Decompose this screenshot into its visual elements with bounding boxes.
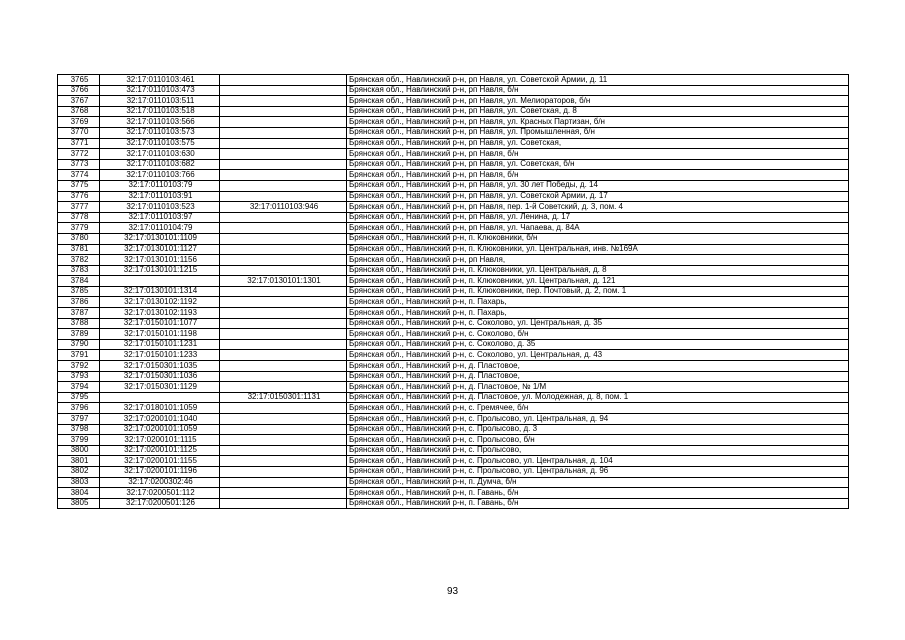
address-cell: Брянская обл., Навлинский р-н, д. Пластовое, xyxy=(347,371,849,382)
cadastral-number-cell xyxy=(100,276,220,287)
linked-cadastral-number-cell xyxy=(220,106,347,117)
address-cell: Брянская обл., Навлинский р-н, рп Навля, ул. Ленина, д. 17 xyxy=(347,212,849,223)
linked-cadastral-number-cell xyxy=(220,403,347,414)
cadastral-number-cell: 32:17:0130101:1109 xyxy=(100,233,220,244)
address-cell: Брянская обл., Навлинский р-н, рп Навля, ул. Чапаева, д. 84А xyxy=(347,223,849,234)
linked-cadastral-number-cell xyxy=(220,445,347,456)
address-cell: Брянская обл., Навлинский р-н, рп Навля, б/н xyxy=(347,149,849,160)
row-number-cell: 3772 xyxy=(58,149,100,160)
table-row xyxy=(58,435,849,446)
cadastral-number-cell: 32:17:0150301:1036 xyxy=(100,371,220,382)
table-row xyxy=(58,488,849,499)
linked-cadastral-number-cell xyxy=(220,233,347,244)
linked-cadastral-number-cell xyxy=(220,477,347,488)
row-number-cell: 3789 xyxy=(58,329,100,340)
address-cell: Брянская обл., Навлинский р-н, с. Пролысово, ул. Центральная, д. 96 xyxy=(347,466,849,477)
table-row xyxy=(58,233,849,244)
address-cell: Брянская обл., Навлинский р-н, рп Навля, пер. 1-й Советский, д. 3, пом. 4 xyxy=(347,202,849,213)
linked-cadastral-number-cell xyxy=(220,361,347,372)
cadastral-number-cell: 32:17:0200501:126 xyxy=(100,498,220,509)
address-cell: Брянская обл., Навлинский р-н, с. Соколово, б/н xyxy=(347,329,849,340)
address-cell: Брянская обл., Навлинский р-н, с. Пролысово, д. 3 xyxy=(347,424,849,435)
address-cell: Брянская обл., Навлинский р-н, п. Думча, б/н xyxy=(347,477,849,488)
table-row xyxy=(58,456,849,467)
linked-cadastral-number-cell: 32:17:0150301:1131 xyxy=(220,392,347,403)
cadastral-number-cell: 32:17:0150101:1198 xyxy=(100,329,220,340)
cadastral-number-cell: 32:17:0130102:1192 xyxy=(100,297,220,308)
linked-cadastral-number-cell xyxy=(220,297,347,308)
linked-cadastral-number-cell xyxy=(220,180,347,191)
address-cell: Брянская обл., Навлинский р-н, п. Пахарь, xyxy=(347,308,849,319)
linked-cadastral-number-cell xyxy=(220,96,347,107)
row-number-cell: 3773 xyxy=(58,159,100,170)
linked-cadastral-number-cell xyxy=(220,191,347,202)
row-number-cell: 3767 xyxy=(58,96,100,107)
cadastral-number-cell: 32:17:0150101:1077 xyxy=(100,318,220,329)
address-cell: Брянская обл., Навлинский р-н, п. Гавань, б/н xyxy=(347,498,849,509)
linked-cadastral-number-cell xyxy=(220,286,347,297)
table-row xyxy=(58,223,849,234)
row-number-cell: 3783 xyxy=(58,265,100,276)
row-number-cell: 3786 xyxy=(58,297,100,308)
row-number-cell: 3791 xyxy=(58,350,100,361)
row-number-cell: 3803 xyxy=(58,477,100,488)
address-cell: Брянская обл., Навлинский р-н, с. Соколово, ул. Центральная, д. 43 xyxy=(347,350,849,361)
linked-cadastral-number-cell xyxy=(220,339,347,350)
table-row xyxy=(58,297,849,308)
row-number-cell: 3793 xyxy=(58,371,100,382)
row-number-cell: 3775 xyxy=(58,180,100,191)
registry-table-body xyxy=(58,75,849,509)
linked-cadastral-number-cell xyxy=(220,424,347,435)
linked-cadastral-number-cell xyxy=(220,212,347,223)
cadastral-number-cell: 32:17:0200501:112 xyxy=(100,488,220,499)
table-row xyxy=(58,191,849,202)
cadastral-number-cell: 32:17:0130101:1314 xyxy=(100,286,220,297)
linked-cadastral-number-cell xyxy=(220,244,347,255)
table-row xyxy=(58,414,849,425)
cadastral-number-cell: 32:17:0150301:1129 xyxy=(100,382,220,393)
cadastral-number-cell: 32:17:0110103:682 xyxy=(100,159,220,170)
address-cell: Брянская обл., Навлинский р-н, рп Навля, ул. Советской Армии, д. 17 xyxy=(347,191,849,202)
address-cell: Брянская обл., Навлинский р-н, п. Клюковники, ул. Центральная, инв. №169А xyxy=(347,244,849,255)
cadastral-number-cell: 32:17:0110103:511 xyxy=(100,96,220,107)
address-cell: Брянская обл., Навлинский р-н, с. Пролысово, xyxy=(347,445,849,456)
address-cell: Брянская обл., Навлинский р-н, п. Клюковники, пер. Почтовый, д. 2, пом. 1 xyxy=(347,286,849,297)
linked-cadastral-number-cell: 32:17:0110103:946 xyxy=(220,202,347,213)
table-row xyxy=(58,265,849,276)
property-registry-table xyxy=(57,74,849,509)
row-number-cell: 3774 xyxy=(58,170,100,181)
address-cell: Брянская обл., Навлинский р-н, с. Гремячее, б/н xyxy=(347,403,849,414)
cadastral-number-cell: 32:17:0110103:97 xyxy=(100,212,220,223)
cadastral-number-cell: 32:17:0130101:1156 xyxy=(100,255,220,266)
table-row xyxy=(58,149,849,160)
table-row xyxy=(58,382,849,393)
table-row xyxy=(58,106,849,117)
table-row xyxy=(58,170,849,181)
row-number-cell: 3792 xyxy=(58,361,100,372)
table-row xyxy=(58,371,849,382)
row-number-cell: 3781 xyxy=(58,244,100,255)
row-number-cell: 3776 xyxy=(58,191,100,202)
address-cell: Брянская обл., Навлинский р-н, п. Гавань, б/н xyxy=(347,488,849,499)
address-cell: Брянская обл., Навлинский р-н, п. Клюковники, б/н xyxy=(347,233,849,244)
cadastral-number-cell: 32:17:0150301:1035 xyxy=(100,361,220,372)
table-row xyxy=(58,96,849,107)
cadastral-number-cell: 32:17:0110103:630 xyxy=(100,149,220,160)
row-number-cell: 3788 xyxy=(58,318,100,329)
table-row xyxy=(58,255,849,266)
row-number-cell: 3782 xyxy=(58,255,100,266)
cadastral-number-cell: 32:17:0150101:1233 xyxy=(100,350,220,361)
table-row xyxy=(58,392,849,403)
row-number-cell: 3768 xyxy=(58,106,100,117)
address-cell: Брянская обл., Навлинский р-н, с. Пролысово, ул. Центральная, д. 94 xyxy=(347,414,849,425)
table-row xyxy=(58,202,849,213)
row-number-cell: 3794 xyxy=(58,382,100,393)
cadastral-number-cell: 32:17:0200101:1155 xyxy=(100,456,220,467)
row-number-cell: 3801 xyxy=(58,456,100,467)
row-number-cell: 3800 xyxy=(58,445,100,456)
linked-cadastral-number-cell xyxy=(220,466,347,477)
row-number-cell: 3778 xyxy=(58,212,100,223)
cadastral-number-cell: 32:17:0110104:79 xyxy=(100,223,220,234)
linked-cadastral-number-cell xyxy=(220,350,347,361)
address-cell: Брянская обл., Навлинский р-н, д. Пластовое, xyxy=(347,361,849,372)
cadastral-number-cell: 32:17:0110103:573 xyxy=(100,127,220,138)
linked-cadastral-number-cell xyxy=(220,149,347,160)
address-cell: Брянская обл., Навлинский р-н, п. Клюковники, ул. Центральная, д. 121 xyxy=(347,276,849,287)
address-cell: Брянская обл., Навлинский р-н, д. Пластовое, № 1/М xyxy=(347,382,849,393)
linked-cadastral-number-cell: 32:17:0130101:1301 xyxy=(220,276,347,287)
table-row xyxy=(58,403,849,414)
row-number-cell: 3797 xyxy=(58,414,100,425)
row-number-cell: 3795 xyxy=(58,392,100,403)
linked-cadastral-number-cell xyxy=(220,382,347,393)
cadastral-number-cell: 32:17:0200101:1040 xyxy=(100,414,220,425)
cadastral-number-cell: 32:17:0200101:1059 xyxy=(100,424,220,435)
linked-cadastral-number-cell xyxy=(220,498,347,509)
cadastral-number-cell: 32:17:0200302:46 xyxy=(100,477,220,488)
table-row xyxy=(58,318,849,329)
cadastral-number-cell: 32:17:0110103:518 xyxy=(100,106,220,117)
address-cell: Брянская обл., Навлинский р-н, с. Пролысово, ул. Центральная, д. 104 xyxy=(347,456,849,467)
address-cell: Брянская обл., Навлинский р-н, рп Навля, xyxy=(347,255,849,266)
cadastral-number-cell: 32:17:0130101:1127 xyxy=(100,244,220,255)
row-number-cell: 3785 xyxy=(58,286,100,297)
table-row xyxy=(58,180,849,191)
linked-cadastral-number-cell xyxy=(220,85,347,96)
table-row xyxy=(58,85,849,96)
address-cell: Брянская обл., Навлинский р-н, рп Навля, б/н xyxy=(347,85,849,96)
table-row xyxy=(58,361,849,372)
address-cell: Брянская обл., Навлинский р-н, с. Соколово, ул. Центральная, д. 35 xyxy=(347,318,849,329)
cadastral-number-cell: 32:17:0150101:1231 xyxy=(100,339,220,350)
row-number-cell: 3798 xyxy=(58,424,100,435)
address-cell: Брянская обл., Навлинский р-н, п. Пахарь, xyxy=(347,297,849,308)
table-row xyxy=(58,212,849,223)
row-number-cell: 3802 xyxy=(58,466,100,477)
linked-cadastral-number-cell xyxy=(220,170,347,181)
row-number-cell: 3779 xyxy=(58,223,100,234)
table-row xyxy=(58,138,849,149)
address-cell: Брянская обл., Навлинский р-н, рп Навля, ул. Красных Партизан, б/н xyxy=(347,117,849,128)
linked-cadastral-number-cell xyxy=(220,371,347,382)
row-number-cell: 3784 xyxy=(58,276,100,287)
address-cell: Брянская обл., Навлинский р-н, рп Навля, ул. 30 лет Победы, д. 14 xyxy=(347,180,849,191)
cadastral-number-cell: 32:17:0200101:1115 xyxy=(100,435,220,446)
linked-cadastral-number-cell xyxy=(220,414,347,425)
cadastral-number-cell: 32:17:0110103:766 xyxy=(100,170,220,181)
linked-cadastral-number-cell xyxy=(220,159,347,170)
row-number-cell: 3769 xyxy=(58,117,100,128)
address-cell: Брянская обл., Навлинский р-н, рп Навля, б/н xyxy=(347,170,849,181)
table-row xyxy=(58,75,849,86)
address-cell: Брянская обл., Навлинский р-н, с. Соколово, д. 35 xyxy=(347,339,849,350)
row-number-cell: 3771 xyxy=(58,138,100,149)
address-cell: Брянская обл., Навлинский р-н, рп Навля, ул. Советской Армии, д. 11 xyxy=(347,75,849,86)
table-row xyxy=(58,445,849,456)
cadastral-number-cell: 32:17:0110103:566 xyxy=(100,117,220,128)
cadastral-number-cell: 32:17:0180101:1059 xyxy=(100,403,220,414)
table-row xyxy=(58,477,849,488)
linked-cadastral-number-cell xyxy=(220,223,347,234)
row-number-cell: 3796 xyxy=(58,403,100,414)
linked-cadastral-number-cell xyxy=(220,138,347,149)
row-number-cell: 3790 xyxy=(58,339,100,350)
row-number-cell: 3804 xyxy=(58,488,100,499)
linked-cadastral-number-cell xyxy=(220,117,347,128)
address-cell: Брянская обл., Навлинский р-н, рп Навля, ул. Советская, д. 8 xyxy=(347,106,849,117)
cadastral-number-cell xyxy=(100,392,220,403)
linked-cadastral-number-cell xyxy=(220,127,347,138)
cadastral-number-cell: 32:17:0110103:523 xyxy=(100,202,220,213)
table-row xyxy=(58,350,849,361)
table-row xyxy=(58,308,849,319)
cadastral-number-cell: 32:17:0200101:1196 xyxy=(100,466,220,477)
table-row xyxy=(58,329,849,340)
row-number-cell: 3765 xyxy=(58,75,100,86)
table-row xyxy=(58,339,849,350)
address-cell: Брянская обл., Навлинский р-н, с. Пролысово, б/н xyxy=(347,435,849,446)
row-number-cell: 3787 xyxy=(58,308,100,319)
row-number-cell: 3780 xyxy=(58,233,100,244)
address-cell: Брянская обл., Навлинский р-н, п. Клюковники, ул. Центральная, д. 8 xyxy=(347,265,849,276)
row-number-cell: 3777 xyxy=(58,202,100,213)
table-row xyxy=(58,276,849,287)
table-row xyxy=(58,159,849,170)
table-row xyxy=(58,286,849,297)
linked-cadastral-number-cell xyxy=(220,435,347,446)
cadastral-number-cell: 32:17:0200101:1125 xyxy=(100,445,220,456)
table-row xyxy=(58,424,849,435)
table-row xyxy=(58,498,849,509)
linked-cadastral-number-cell xyxy=(220,255,347,266)
linked-cadastral-number-cell xyxy=(220,308,347,319)
linked-cadastral-number-cell xyxy=(220,488,347,499)
cadastral-number-cell: 32:17:0110103:461 xyxy=(100,75,220,86)
table-row xyxy=(58,244,849,255)
cadastral-number-cell: 32:17:0130102:1193 xyxy=(100,308,220,319)
cadastral-number-cell: 32:17:0110103:79 xyxy=(100,180,220,191)
address-cell: Брянская обл., Навлинский р-н, рп Навля, ул. Промышленная, б/н xyxy=(347,127,849,138)
address-cell: Брянская обл., Навлинский р-н, рп Навля, ул. Советская, б/н xyxy=(347,159,849,170)
cadastral-number-cell: 32:17:0110103:575 xyxy=(100,138,220,149)
address-cell: Брянская обл., Навлинский р-н, рп Навля, ул. Мелиораторов, б/н xyxy=(347,96,849,107)
address-cell: Брянская обл., Навлинский р-н, д. Пластовое, ул. Молодежная, д. 8, пом. 1 xyxy=(347,392,849,403)
cadastral-number-cell: 32:17:0130101:1215 xyxy=(100,265,220,276)
row-number-cell: 3805 xyxy=(58,498,100,509)
page-number: 93 xyxy=(446,586,459,597)
cadastral-number-cell: 32:17:0110103:91 xyxy=(100,191,220,202)
row-number-cell: 3770 xyxy=(58,127,100,138)
linked-cadastral-number-cell xyxy=(220,456,347,467)
table-row xyxy=(58,466,849,477)
cadastral-number-cell: 32:17:0110103:473 xyxy=(100,85,220,96)
table-row xyxy=(58,127,849,138)
linked-cadastral-number-cell xyxy=(220,318,347,329)
table-row xyxy=(58,117,849,128)
address-cell: Брянская обл., Навлинский р-н, рп Навля, ул. Советская, xyxy=(347,138,849,149)
linked-cadastral-number-cell xyxy=(220,75,347,86)
row-number-cell: 3799 xyxy=(58,435,100,446)
linked-cadastral-number-cell xyxy=(220,265,347,276)
linked-cadastral-number-cell xyxy=(220,329,347,340)
row-number-cell: 3766 xyxy=(58,85,100,96)
